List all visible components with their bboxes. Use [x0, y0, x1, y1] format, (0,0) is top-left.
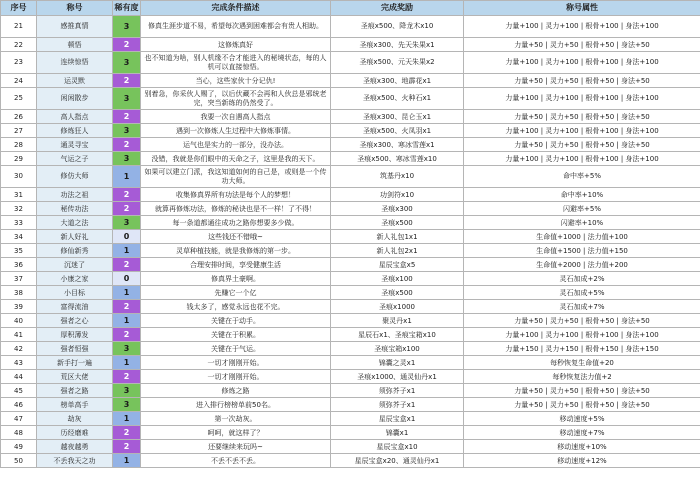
header-number: 序号 [1, 1, 37, 16]
completion-reward: 圣痕x500、降龙木x10 [331, 16, 464, 38]
title-name: 顿悟 [37, 38, 113, 52]
title-name: 榜单高手 [37, 398, 113, 412]
condition-description: 遇到一次修炼人生过程中大修炼事情。 [141, 124, 331, 138]
title-name: 强者恒强 [37, 342, 113, 356]
title-attribute: 生命值+2000 | 法力值+200 [464, 258, 700, 272]
header-attribute: 称号属性 [464, 1, 700, 16]
completion-reward: 锦囊之灵x1 [331, 356, 464, 370]
rarity-badge: 2 [113, 258, 141, 272]
completion-reward: 须弥芥子x1 [331, 384, 464, 398]
condition-description: 呵呵，就这样了？ [141, 426, 331, 440]
rarity-badge: 1 [113, 244, 141, 258]
table-row [1, 356, 700, 370]
condition-description: 每一条道都通往成功之路你想要多少做。 [141, 216, 331, 230]
table-row [1, 342, 700, 356]
table-row [1, 202, 700, 216]
rarity-badge: 3 [113, 88, 141, 110]
condition-description: 收集修真界所有功法是每个人的梦想！ [141, 188, 331, 202]
completion-reward: 圣痕x300、地霹花x1 [331, 74, 464, 88]
title-name: 修仙新秀 [37, 244, 113, 258]
title-name: 感推真情 [37, 16, 113, 38]
row-number: 24 [1, 74, 37, 88]
row-number: 45 [1, 384, 37, 398]
rarity-badge: 3 [113, 152, 141, 166]
title-attribute: 移动速度+7% [464, 426, 700, 440]
condition-description: 还要继续来玩吗~ [141, 440, 331, 454]
table-row [1, 426, 700, 440]
title-attribute: 力量+100 | 灵力+100 | 根骨+100 | 身法+100 [464, 152, 700, 166]
completion-reward: 圣痕x500、火种石x1 [331, 88, 464, 110]
row-number: 49 [1, 440, 37, 454]
title-attribute: 闪避率+5% [464, 202, 700, 216]
title-name: 连续惊悟 [37, 52, 113, 74]
title-name: 秘传功法 [37, 202, 113, 216]
title-name: 强者之路 [37, 384, 113, 398]
table-row [1, 88, 700, 110]
completion-reward: 新人礼包1x1 [331, 230, 464, 244]
row-number: 41 [1, 328, 37, 342]
completion-reward: 圣痕宝箱x100 [331, 342, 464, 356]
table-row [1, 124, 700, 138]
rarity-badge: 1 [113, 286, 141, 300]
title-attribute: 命中率+10% [464, 188, 700, 202]
row-number: 25 [1, 88, 37, 110]
row-number: 21 [1, 16, 37, 38]
title-attribute: 力量+50 | 灵力+50 | 根骨+50 | 身法+50 [464, 384, 700, 398]
title-attribute: 生命值+1500 | 法力值+150 [464, 244, 700, 258]
table-row [1, 328, 700, 342]
row-number: 43 [1, 356, 37, 370]
title-attribute: 力量+50 | 灵力+50 | 根骨+50 | 身法+50 [464, 74, 700, 88]
condition-description: 没错，我就是你们眼中的天命之子，这里是我的天下。 [141, 152, 331, 166]
rarity-badge: 2 [113, 328, 141, 342]
rarity-badge: 1 [113, 454, 141, 468]
title-attribute: 力量+50 | 灵力+50 | 根骨+50 | 身法+50 [464, 138, 700, 152]
row-number: 37 [1, 272, 37, 286]
completion-reward: 圣痕x1000、通灵仙丹x1 [331, 370, 464, 384]
completion-reward: 圣痕x300、先天朱果x1 [331, 38, 464, 52]
condition-description: 先赚它一个亿 [141, 286, 331, 300]
condition-description: 灵草种植技能，就是我修炼的第一步。 [141, 244, 331, 258]
header-rarity: 稀有度 [113, 1, 141, 16]
row-number: 46 [1, 398, 37, 412]
title-attribute: 闪避率+10% [464, 216, 700, 230]
table-row [1, 152, 700, 166]
title-name: 厚积薄发 [37, 328, 113, 342]
row-number: 40 [1, 314, 37, 328]
title-name: 荒区大佬 [37, 370, 113, 384]
rarity-badge: 3 [113, 384, 141, 398]
row-number: 23 [1, 52, 37, 74]
title-attribute: 移动速度+12% [464, 454, 700, 468]
completion-reward: 圣痕x500、元天朱果x2 [331, 52, 464, 74]
rarity-badge: 2 [113, 188, 141, 202]
header-title: 称号 [37, 1, 113, 16]
condition-description: 修真界土豪啊。 [141, 272, 331, 286]
row-number: 47 [1, 412, 37, 426]
table-row [1, 398, 700, 412]
title-attribute: 力量+100 | 灵力+100 | 根骨+100 | 身法+100 [464, 88, 700, 110]
condition-description: 修炼之路 [141, 384, 331, 398]
title-attribute: 灵石加成+7% [464, 300, 700, 314]
table-row [1, 286, 700, 300]
table-row [1, 216, 700, 230]
rarity-badge: 2 [113, 110, 141, 124]
completion-reward: 锦囊x1 [331, 426, 464, 440]
completion-reward: 星辰宝盒x20、通灵仙丹x1 [331, 454, 464, 468]
condition-description: 关键在于积累。 [141, 328, 331, 342]
table-row [1, 272, 700, 286]
completion-reward: 圣痕x1000 [331, 300, 464, 314]
title-name: 不丢我天之功 [37, 454, 113, 468]
condition-description: 修真生涯步道不易，希望每次遇到困难都会有贵人相助。 [141, 16, 331, 38]
row-number: 27 [1, 124, 37, 138]
rarity-badge: 1 [113, 356, 141, 370]
table-row [1, 166, 700, 188]
title-attribute: 力量+150 | 灵力+150 | 根骨+150 | 身法+150 [464, 342, 700, 356]
title-name: 历经磨难 [37, 426, 113, 440]
rarity-badge: 2 [113, 74, 141, 88]
condition-description: 这修炼真好 [141, 38, 331, 52]
rarity-badge: 3 [113, 52, 141, 74]
title-attribute: 力量+50 | 灵力+50 | 根骨+50 | 身法+50 [464, 314, 700, 328]
condition-description: 这些钱还不错哦~ [141, 230, 331, 244]
condition-description: 不丢不丢不丢。 [141, 454, 331, 468]
condition-description: 合理安排时间，享受健康生活 [141, 258, 331, 272]
table-row [1, 110, 700, 124]
completion-reward: 聚灵丹x1 [331, 314, 464, 328]
table-row [1, 440, 700, 454]
table-row [1, 454, 700, 468]
rarity-badge: 3 [113, 216, 141, 230]
completion-reward: 星辰宝盒x5 [331, 258, 464, 272]
title-attribute: 力量+50 | 灵力+50 | 根骨+50 | 身法+50 [464, 110, 700, 124]
row-number: 34 [1, 230, 37, 244]
completion-reward: 圣痕x500、火凤羽x1 [331, 124, 464, 138]
table-row [1, 188, 700, 202]
title-name: 越夜越勇 [37, 440, 113, 454]
table-row [1, 412, 700, 426]
completion-reward: 星辰石x1、圣痕宝箱x10 [331, 328, 464, 342]
rarity-badge: 2 [113, 370, 141, 384]
title-name: 富得流油 [37, 300, 113, 314]
completion-reward: 圣痕x100 [331, 272, 464, 286]
rarity-badge: 2 [113, 300, 141, 314]
title-attribute: 命中率+5% [464, 166, 700, 188]
table-row [1, 300, 700, 314]
title-name: 新人好礼 [37, 230, 113, 244]
completion-reward: 圣痕x300、寒冰雪莲x1 [331, 138, 464, 152]
completion-reward: 星辰宝盒x1 [331, 412, 464, 426]
table-row [1, 38, 700, 52]
title-name: 闲闲散步 [37, 88, 113, 110]
title-attribute: 移动速度+10% [464, 440, 700, 454]
row-number: 48 [1, 426, 37, 440]
condition-description: 第一次劫灰。 [141, 412, 331, 426]
table-row [1, 74, 700, 88]
header-reward: 完成奖励 [331, 1, 464, 16]
table-row [1, 16, 700, 38]
table-body [1, 16, 700, 468]
row-number: 29 [1, 152, 37, 166]
title-name: 通灵寻宝 [37, 138, 113, 152]
title-attribute: 力量+50 | 灵力+50 | 根骨+50 | 身法+50 [464, 398, 700, 412]
condition-description: 当心，这些家伙十分记仇! [141, 74, 331, 88]
condition-description: 运气也是实力的一部分，没办法。 [141, 138, 331, 152]
rarity-badge: 2 [113, 38, 141, 52]
title-attribute: 力量+100 | 灵力+100 | 根骨+100 | 身法+100 [464, 52, 700, 74]
rarity-badge: 2 [113, 138, 141, 152]
completion-reward: 圣痕x500 [331, 216, 464, 230]
table-row [1, 370, 700, 384]
rarity-badge: 1 [113, 412, 141, 426]
rarity-badge: 0 [113, 230, 141, 244]
title-attribute: 力量+50 | 灵力+50 | 根骨+50 | 身法+50 [464, 38, 700, 52]
header-condition: 完成条件描述 [141, 1, 331, 16]
row-number: 44 [1, 370, 37, 384]
completion-reward: 新人礼包2x1 [331, 244, 464, 258]
title-attribute: 灵石加成+5% [464, 286, 700, 300]
condition-description: 就算再修炼功法，修炼的秘诀也是不一样！了不得！ [141, 202, 331, 216]
table-row [1, 230, 700, 244]
row-number: 33 [1, 216, 37, 230]
table-row [1, 52, 700, 74]
completion-reward: 圣痕x500 [331, 286, 464, 300]
condition-description: 也不知道为啥，别人机缘不合才能进入的秘境状态，每的人机可以直接惊悟。 [141, 52, 331, 74]
rarity-badge: 3 [113, 342, 141, 356]
title-name: 修炼狂人 [37, 124, 113, 138]
condition-description: 进入排行榜榜单前50名。 [141, 398, 331, 412]
row-number: 22 [1, 38, 37, 52]
table-row [1, 384, 700, 398]
completion-reward: 圣痕x300 [331, 202, 464, 216]
condition-description: 关键在于气运。 [141, 342, 331, 356]
condition-description: 如果可以建立门派，我这知道如何的自己是，或则是一个传功大师。 [141, 166, 331, 188]
title-attribute: 力量+100 | 灵力+100 | 根骨+100 | 身法+100 [464, 124, 700, 138]
condition-description: 一切才刚刚开始。 [141, 356, 331, 370]
title-name: 修仿大师 [37, 166, 113, 188]
completion-reward: 星辰宝盒x10 [331, 440, 464, 454]
row-number: 28 [1, 138, 37, 152]
row-number: 36 [1, 258, 37, 272]
table-row [1, 258, 700, 272]
condition-description: 一切才刚刚开始。 [141, 370, 331, 384]
title-attribute: 生命值+1000 | 法力值+100 [464, 230, 700, 244]
rarity-badge: 1 [113, 166, 141, 188]
rarity-badge: 3 [113, 16, 141, 38]
row-number: 32 [1, 202, 37, 216]
title-attribute: 移动速度+5% [464, 412, 700, 426]
rarity-badge: 1 [113, 314, 141, 328]
rarity-badge: 2 [113, 440, 141, 454]
title-name: 功法之祖 [37, 188, 113, 202]
completion-reward: 圣痕x300、昆仑玉x1 [331, 110, 464, 124]
rarity-badge: 3 [113, 398, 141, 412]
row-number: 35 [1, 244, 37, 258]
completion-reward: 须弥芥子x1 [331, 398, 464, 412]
condition-description: 别着急，你采伙人赐了，以后伏藏不会再和人伙总是邪统老完，突当新练的仍然受了。 [141, 88, 331, 110]
row-number: 50 [1, 454, 37, 468]
completion-reward: 筑基丹x10 [331, 166, 464, 188]
title-name: 小目标 [37, 286, 113, 300]
title-name: 运灵默 [37, 74, 113, 88]
header-row [1, 1, 700, 16]
title-name: 沉迷了 [37, 258, 113, 272]
condition-description: 我要一次自遇高人指点 [141, 110, 331, 124]
title-attribute: 力量+100 | 灵力+100 | 根骨+100 | 身法+100 [464, 328, 700, 342]
title-name: 气运之子 [37, 152, 113, 166]
rarity-badge: 2 [113, 426, 141, 440]
row-number: 39 [1, 300, 37, 314]
title-name: 新手打一遍 [37, 356, 113, 370]
title-attribute: 每秒恢复法力值+2 [464, 370, 700, 384]
table-row [1, 314, 700, 328]
completion-reward: 圣痕x500、寒冰雪莲x10 [331, 152, 464, 166]
title-name: 高人指点 [37, 110, 113, 124]
title-attribute: 每秒恢复生命值+20 [464, 356, 700, 370]
title-name: 劫灰 [37, 412, 113, 426]
title-attribute: 灵石加成+2% [464, 272, 700, 286]
rarity-badge: 0 [113, 272, 141, 286]
condition-description: 钱太多了，感觉永远也花不完。 [141, 300, 331, 314]
row-number: 38 [1, 286, 37, 300]
title-name: 小康之家 [37, 272, 113, 286]
completion-reward: 功剑符x10 [331, 188, 464, 202]
title-attribute: 力量+100 | 灵力+100 | 根骨+100 | 身法+100 [464, 16, 700, 38]
rarity-badge: 2 [113, 202, 141, 216]
row-number: 26 [1, 110, 37, 124]
row-number: 42 [1, 342, 37, 356]
title-name: 大道之法 [37, 216, 113, 230]
table-row [1, 244, 700, 258]
row-number: 30 [1, 166, 37, 188]
title-name: 强者之心 [37, 314, 113, 328]
rarity-badge: 3 [113, 124, 141, 138]
table-row [1, 138, 700, 152]
condition-description: 关键在于动手。 [141, 314, 331, 328]
row-number: 31 [1, 188, 37, 202]
